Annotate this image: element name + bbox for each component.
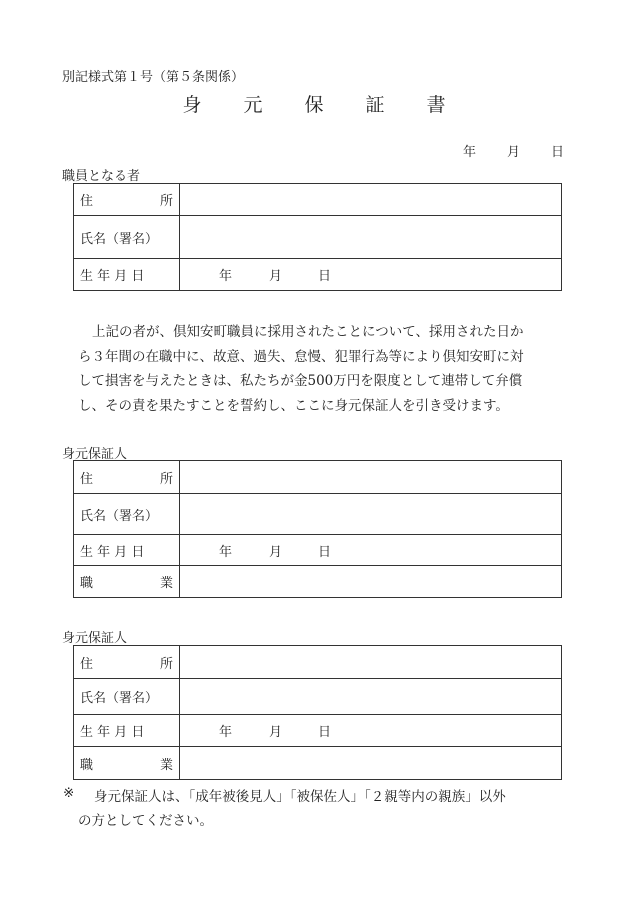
address-field[interactable]: [180, 461, 562, 494]
note-line: の方としてください。: [78, 813, 213, 829]
title-char: 身: [182, 94, 204, 116]
address-field[interactable]: [180, 646, 562, 679]
name-row: [74, 216, 562, 259]
occupation-row: [74, 566, 562, 598]
statement-line: ら３年間の在職中に、故意、過失、怠慢、犯罪行為等により倶知安町に対: [78, 348, 524, 365]
name-label: 氏名（署名）: [74, 494, 180, 535]
occupation-label: 職 業: [74, 566, 180, 598]
address-label: 住 所: [74, 646, 180, 679]
guarantor2-section-label: 身元保証人: [62, 631, 128, 646]
birth-row: [74, 535, 562, 566]
statement-line: して損害を与えたときは、私たちが金500万円を限度として連帯して弁償: [78, 373, 523, 389]
address-label: 住 所: [74, 461, 180, 494]
occupation-label: 職 業: [74, 747, 180, 780]
address-row: [74, 461, 562, 494]
document-date: [463, 141, 564, 160]
address-field[interactable]: [180, 184, 562, 216]
address-label: 住 所: [74, 184, 180, 216]
address-row: [74, 646, 562, 679]
birth-label: 生 年 月 日: [74, 259, 180, 291]
note-line: 身元保証人は、「成年被後見人」「被保佐人」「２親等内の親族」以外: [94, 789, 506, 805]
guarantor2-table: [73, 645, 562, 780]
title-char: 元: [243, 94, 265, 116]
name-label: 氏名（署名）: [74, 216, 180, 259]
birth-row: [74, 715, 562, 747]
date-month: 月: [507, 145, 521, 160]
statement-line: し、その責を果たすことを誓約し、ここに身元保証人を引き受けます。: [78, 397, 509, 414]
birth-field[interactable]: 年 月 日: [180, 715, 562, 747]
guarantor1-table: [73, 460, 562, 598]
title-char: 証: [365, 94, 387, 116]
name-field[interactable]: [180, 216, 562, 259]
date-day: 日: [551, 145, 565, 160]
guarantor1-section-label: 身元保証人: [62, 447, 128, 462]
note-mark: ※: [63, 785, 75, 801]
birth-label: 生 年 月 日: [74, 535, 180, 566]
address-row: [74, 184, 562, 216]
name-field[interactable]: [180, 679, 562, 715]
birth-label: 生 年 月 日: [74, 715, 180, 747]
title-char: 保: [304, 94, 326, 116]
occupation-field[interactable]: [180, 566, 562, 598]
pledge-statement: [78, 320, 578, 418]
name-row: [74, 679, 562, 715]
name-field[interactable]: [180, 494, 562, 535]
form-number: 別記様式第１号（第５条関係）: [62, 70, 245, 85]
statement-line: 上記の者が、倶知安町職員に採用されたことについて、採用された日か: [92, 324, 524, 340]
occupation-field[interactable]: [180, 747, 562, 780]
employee-section-label: 職員となる者: [62, 169, 141, 184]
name-label: 氏名（署名）: [74, 679, 180, 715]
date-year: 年: [463, 145, 477, 160]
employee-table: [73, 183, 562, 291]
birth-field[interactable]: 年 月 日: [180, 535, 562, 566]
birth-field[interactable]: 年 月 日: [180, 259, 562, 291]
name-row: [74, 494, 562, 535]
birth-row: [74, 259, 562, 291]
document-title: [0, 90, 630, 117]
occupation-row: [74, 747, 562, 780]
title-char: 書: [426, 94, 448, 116]
